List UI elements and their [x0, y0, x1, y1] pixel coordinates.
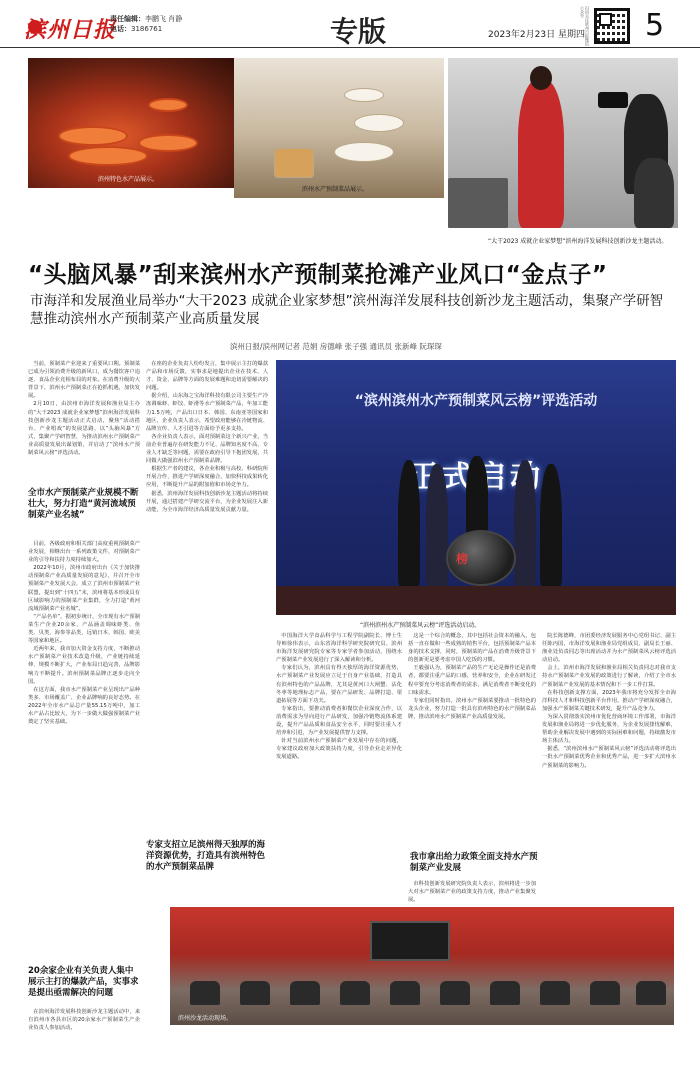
official-figure: [540, 464, 562, 586]
paragraph: 在滨州海洋发展科技创新沙龙主题活动中，来自滨州市各县市区的20余家水产预制菜生产企业负责人参加活动。: [28, 1009, 140, 1032]
article-subheadline: 市海洋和发展渔业局举办“大干2023 成就企业家梦想”滨州海洋发展科技创新沙龙主题活动，集聚产学研智慧推动滨州水产预制菜产业高质量发展: [30, 293, 664, 327]
presenter-figure: [518, 80, 564, 228]
text-column-3: [276, 632, 402, 900]
globe-label: 榜: [456, 552, 469, 566]
seated-attendee: [636, 981, 666, 1005]
shrimp-shape: [58, 126, 128, 146]
paragraph: 专家们认为，滨州具有得天独厚的海洋资源优势，水产预制菜产业发展应立足于自身产业基础，打造具有滨州特色的产品品牌，尤其是黄河口大闸蟹、沾化冬枣等地理标志产品，要在产品研发、品牌打造、渠道拓展等方面下功夫。: [276, 665, 402, 704]
page-number: 5: [645, 8, 665, 43]
text-column-2a: [146, 360, 268, 826]
paragraph: 目前，各级政府和相关部门高度重视预制菜产业发展，相继出台一系列政策文件，对预制菜产业的引导和扶持力度持续加大。: [28, 541, 140, 564]
seated-attendee: [390, 981, 420, 1005]
shrimp-shape: [68, 146, 148, 166]
photo-caption-seafood: 滨州特色水产品展示。: [98, 176, 159, 183]
photo-caption-launch: “滨州滨州水产预制菜风云榜”评选活动启动。: [360, 622, 481, 629]
seated-attendee: [440, 981, 470, 1005]
product-jar: [274, 148, 314, 178]
phone-number: 3186761: [131, 25, 163, 33]
paragraph: 市科技创新发展研究院负责人表示，滨州将进一步加大对水产预制菜产业的政策支持力度，推动产业集聚发展。: [408, 881, 536, 904]
official-figure: [398, 460, 420, 586]
text-column-4b: [408, 880, 536, 904]
stage-floor: [276, 586, 676, 615]
paragraph: 2022年10月，滨州市政府出台《关于加快推动预制菜产业高质量发展的意见》，并召开全市预制菜产业发展大会，成立了滨州市预制菜产业联盟，提出到“十四五”末，滨州将基本形成具有区域影响力的预制菜产业集群，全力打造“黄河流域预制菜产业名城”。: [28, 565, 140, 612]
seated-attendee: [490, 981, 520, 1005]
editor-label: 责任编辑：: [110, 15, 145, 23]
seated-attendee: [290, 981, 320, 1005]
seated-attendee: [240, 981, 270, 1005]
paragraph: 会上，滨州市海洋发展和渔业局相关负责同志对我市支持水产预制菜产业发展的政策进行了解读，介绍了全市水产预制菜产业发展的基本情况和下一步工作打算。: [542, 665, 676, 688]
article-byline: 滨州日报/滨州网记者 范娟 房德峰 张子强 通讯员 张新峰 阮琛琛: [230, 342, 442, 351]
paragraph: 当前，预制菜产业迎来了重要风口期。预制菜已成为引领消费升级的新风口，成为餐饮客户追逐、食品企业竞相布局的对象。在消费升级的大背景下，滨州水产预制菜正在抢抓机遇，加快发展。: [28, 361, 140, 400]
paragraph: 这是一个综合的概念，其中包括社会资本的融入，包括一直在做和一些成熟的销售平台，包括预制菜产品本身的技术支撑，同时，预制菜的产品在消费升级背景下的创新更是要考虑中国人吃饭的习惯。: [408, 633, 536, 664]
official-figure: [426, 464, 448, 586]
masthead: [0, 0, 700, 48]
editor-names: 李鹏飞 肖静: [145, 15, 183, 23]
qr-code-icon[interactable]: [594, 8, 630, 44]
photo-caption-live-stream: “大干2023 成就企业家梦想”滨州海洋发展科技创新沙龙主题活动。: [488, 238, 668, 245]
presenter-head: [530, 66, 552, 90]
shrimp-shape: [148, 98, 188, 112]
text-column-1b: [28, 540, 140, 960]
official-figure: [466, 456, 488, 536]
column-subheading: 我市拿出给力政策全面支持水产预制菜产业发展: [410, 852, 538, 873]
text-column-1c: [28, 1008, 140, 1062]
paragraph: 专家们同时指出，滨州水产预制菜要推动一批特色的龙头企业，努力打造一批具有滨州特色的水产预制菜品牌，推动滨州水产预制菜产业高质量发展。: [408, 697, 536, 720]
shrimp-shape: [138, 134, 198, 152]
column-subheading: 专家支招立足滨州得天独厚的海洋资源优势，打造具有滨州特色的水产预制菜品牌: [146, 840, 266, 872]
issue-date: 2023年2月23日 星期四: [488, 30, 585, 40]
qr-vertical-text: 扫码关注滨州日报微信公众号: [580, 6, 590, 46]
section-title: 专版: [330, 15, 387, 48]
photo-launch-ceremony: [276, 360, 676, 615]
paragraph: 在这方面，我市水产预制菜产业呈现出产品种类多、市场覆盖广、企业品牌响的良好态势。在2022年全市水产品总产量55.15万吨中，加工水产品占比较大，为下一步做大做强预制菜产业奠定了坚实基础。: [28, 686, 140, 726]
newspaper-logo: 滨州日报: [24, 18, 117, 43]
paragraph: 各企业负责人表示，面对预制菜这个新兴产业，当前企业普遍存在研发能力不足、品牌知名度不高、专业人才缺乏等问题，需要在政府引导下抱团发展，共同做大做强滨州水产预制菜品牌。: [146, 433, 268, 465]
paragraph: 院长陈德峰，市团委经济发展服务中心党组书记、副主任陈丙国，市海洋发展和渔业局党组成员、副局长王丽、渔业处负责同志等出席活动并为水产预制菜风云榜评选活动启动。: [542, 633, 676, 664]
photo-salon-meeting: [170, 907, 674, 1025]
photo-caption-dishes: 滨州水产预制菜品展示。: [302, 186, 369, 193]
dish-plate: [334, 142, 394, 162]
paragraph: 2月10日，由滨州市海洋发展和渔业局主办的“大干2023 成就企业家梦想”滨州海洋发展科技创新沙龙主题活动正式启动，聚焦“活动搭台、产业唱戏”的发展思路，以“头脑风暴”方式，集聚产学研智慧，为推动滨州水产预制菜产业高质量发展出谋划策，并启动了“滨州水产预制菜风云榜”评选活动。: [28, 401, 140, 457]
editor-info: [110, 14, 182, 34]
photo-live-stream: [448, 58, 678, 228]
column-subheading: 全市水产预制菜产业规模不断壮大，努力打造“黄河流域预制菜产业名城”: [28, 488, 139, 520]
seated-attendee: [190, 981, 220, 1005]
paragraph: 在座的企业负责人纷纷发言，集中展示主打的爆款产品和市场反馈，实事求是地提出企业在技术、人才、资金、品牌等方面的发展难题和迫切需要解决的问题。: [146, 361, 268, 392]
phone-label: 电话：: [110, 25, 131, 33]
paragraph: 中国海洋大学食品科学与工程学院副院长、博士生导师徐伟表示，山东省海洋科学研究院研究员、滨州市海洋发展研究院专家等专家学者参加活动，围绕水产预制菜产业发展进行了深入解读和分析。: [276, 633, 402, 664]
meeting-screen: [370, 921, 450, 961]
dish-plate: [354, 114, 404, 132]
paragraph: 根据生产者的建议，各企业积极与高校、科研院所开展合作，推进产学研深度融合，加快科技成果转化应用，不断提升产品的附加值和市场竞争力。: [146, 466, 268, 489]
photo-seafood-display: [28, 58, 248, 188]
seated-attendee: [590, 981, 620, 1005]
paragraph: 据悉，滨州海洋发展科技创新沙龙主题活动将持续开展，通过搭建产学研交流平台，为企业发展注入新动能，为全市海洋经济高质量发展贡献力量。: [146, 490, 268, 513]
paragraph: 针对当前滨州水产预制菜产业发展中存在的问题，专家建议政府加大政策扶持力度，引导企业走差异化发展道路。: [276, 738, 402, 761]
paragraph: 据悉，“滨州滨州水产预制菜风云榜”评选活动将评选出一批水产预制菜优秀企业和优秀产品，进一步扩大滨州水产预制菜的影响力。: [542, 746, 676, 769]
official-figure: [514, 460, 536, 586]
paragraph: “产品名单”，据初步统计，全市现有水产预制菜生产企业20余家，产品涵盖调味虾类、鱼类、贝类、海参等品类，远销日本、韩国、欧美等国家和地区。: [28, 613, 140, 645]
paragraph: 在科技创新支撑方面，2023年我市将充分发挥全市海洋科技人才和科技创新平台作用，推动产学研深度融合，加强水产预制菜关键技术研发，提升产品竞争力。: [542, 689, 676, 712]
photo-prepared-dishes: [234, 58, 444, 198]
seated-attendee: [540, 981, 570, 1005]
camera-icon: [598, 92, 628, 108]
paragraph: 为深入贯彻落实滨州市优化营商环境工作部署，市海洋发展和渔业局将进一步优化服务，为企业发展排忧解难，帮助企业解决发展中遇到的实际困难和问题，持续激发市场主体活力。: [542, 713, 676, 745]
seated-figure: [634, 158, 674, 228]
paragraph: 王毅强认为，预制菜产品的生产无论是操作还是消费者，都要注重产品的口感、营养和安全，企业在研发过程中要充分考虑消费者的需求，满足消费者不断变化的口味需求。: [408, 665, 536, 696]
column-subheading: 20余家企业有关负责人集中展示主打的爆款产品，实事求是提出亟需解决的问题: [28, 966, 139, 998]
article-headline: “头脑风暴”刮来滨州水产预制菜抢滩产业风口“金点子”: [28, 262, 608, 288]
paragraph: 专家指出，要推动消费者和餐饮企业深度合作，以消费需求为导向进行产品研发，加强冷链物流体系建设，提升产品品质和食品安全水平，同时要注重人才培养和引进，为产业发展提供智力支撑。: [276, 705, 402, 737]
text-column-4a: [408, 632, 536, 848]
paragraph: 近两年来，我市加大资金支持力度，不断推动水产预制菜产业技术改造升级，产业链持续延伸、规模不断扩大，产业布局日趋完善，品牌影响力不断提升。滨州预制菜品牌正逐步走向全国。: [28, 646, 140, 685]
display-table: [448, 178, 508, 228]
dish-plate: [344, 88, 384, 102]
paragraph: 据介绍，山东海之宝海洋科技有限公司主要生产冷冻调味虾、虾饺、虾滑等水产预制菜产品，年加工能力1.5万吨，产品出口日本、韩国、东南亚等国家和地区，企业负责人表示，希望政府能够在冷链物流、品牌宣传、人才引进等方面给予更多支持。: [146, 393, 268, 432]
seated-attendee: [340, 981, 370, 1005]
stage-slogan: “滨州滨州水产预制菜风云榜”评选活动: [354, 393, 598, 409]
photo-caption-salon: 滨州沙龙活动现场。: [178, 1015, 233, 1022]
